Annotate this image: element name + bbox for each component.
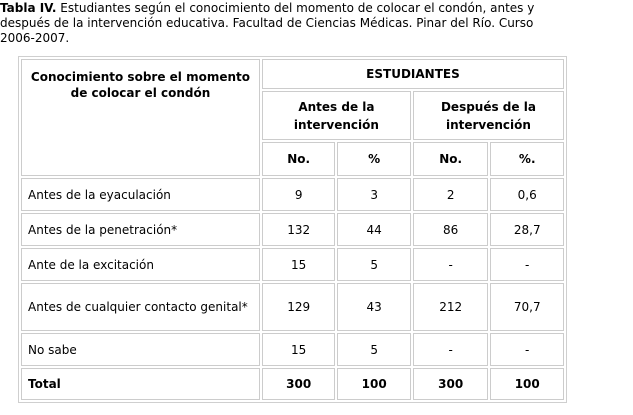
cell-before-pct: 3 xyxy=(337,178,411,211)
caption-line-2: después de la intervención educativa. Facultad de Ciencias Médicas. Pinar del Río. Curso xyxy=(0,16,534,30)
cell-after-no: - xyxy=(413,248,489,281)
after-header-cell: Después de la intervención xyxy=(413,91,564,140)
cell-after-no: 212 xyxy=(413,283,489,331)
header-row-1 xyxy=(21,59,564,89)
total-after-pct: 100 xyxy=(490,368,564,400)
cell-before-pct: 5 xyxy=(337,333,411,366)
table-row xyxy=(21,333,564,366)
cell-before-no: 129 xyxy=(262,283,336,331)
total-before-pct: 100 xyxy=(337,368,411,400)
total-label: Total xyxy=(21,368,260,400)
row-label: Antes de cualquier contacto genital* xyxy=(21,283,260,331)
before-header-cell: Antes de la intervención xyxy=(262,91,411,140)
cell-after-pct: 28,7 xyxy=(490,213,564,246)
caption-line-3: 2006-2007. xyxy=(0,31,70,45)
total-after-no: 300 xyxy=(413,368,489,400)
cell-after-pct: - xyxy=(490,248,564,281)
row-label: No sabe xyxy=(21,333,260,366)
cell-after-no: 86 xyxy=(413,213,489,246)
col-label-after-pct: %. xyxy=(490,142,564,176)
cell-before-no: 15 xyxy=(262,248,336,281)
cell-after-pct: - xyxy=(490,333,564,366)
caption-label: Tabla IV. xyxy=(0,1,57,15)
table-row xyxy=(21,213,564,246)
cell-after-pct: 70,7 xyxy=(490,283,564,331)
cell-before-pct: 5 xyxy=(337,248,411,281)
total-before-no: 300 xyxy=(262,368,336,400)
cell-before-no: 9 xyxy=(262,178,336,211)
row-label: Ante de la excitación xyxy=(21,248,260,281)
cell-before-no: 15 xyxy=(262,333,336,366)
table-row xyxy=(21,248,564,281)
col-label-after-no: No. xyxy=(413,142,489,176)
cell-before-pct: 43 xyxy=(337,283,411,331)
total-row xyxy=(21,368,564,400)
cell-before-pct: 44 xyxy=(337,213,411,246)
cell-after-pct: 0,6 xyxy=(490,178,564,211)
table-row xyxy=(21,283,564,331)
group-header-cell: ESTUDIANTES xyxy=(262,59,564,89)
row-header-cell: Conocimiento sobre el momento de colocar el condón xyxy=(21,59,260,176)
row-label: Antes de la eyaculación xyxy=(21,178,260,211)
caption-text-1: Estudiantes según el conocimiento del momento de colocar el condón, antes y xyxy=(56,1,535,15)
cell-after-no: - xyxy=(413,333,489,366)
table-row xyxy=(21,178,564,211)
caption-line-1 xyxy=(0,1,633,16)
cell-before-no: 132 xyxy=(262,213,336,246)
col-label-before-pct: % xyxy=(337,142,411,176)
row-label: Antes de la penetración* xyxy=(21,213,260,246)
students-table xyxy=(18,56,567,403)
col-label-before-no: No. xyxy=(262,142,336,176)
table-caption xyxy=(0,1,633,46)
cell-after-no: 2 xyxy=(413,178,489,211)
